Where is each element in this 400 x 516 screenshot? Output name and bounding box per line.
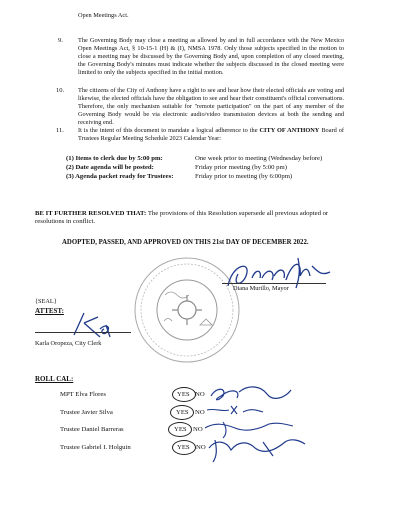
mayor-name: Diana Murillo, Mayor — [233, 285, 289, 292]
vote-no-2: NO — [195, 409, 205, 416]
schedule-label-3: (3) Agenda packet ready for Trustees: — [66, 173, 174, 180]
vote-no-4: NO — [196, 444, 206, 451]
schedule-label-2: (2) Date agenda will be posted: — [66, 164, 154, 171]
roll-member-1: MPT Elva Flores — [60, 391, 106, 398]
resolved-paragraph: BE IT FURTHER RESOLVED THAT: The provisions of this Resolution supersede all previous adopted or resolutions in conflict. — [35, 210, 329, 226]
item-number-10: 10. — [56, 87, 65, 94]
schedule-value-3: Friday prior to meeting (by 6:00pm) — [195, 173, 293, 180]
vote-no-1: NO — [195, 391, 205, 398]
vote-yes-2: YES — [176, 409, 189, 416]
roll-member-4: Trustee Gabriel I. Holguin — [60, 444, 131, 451]
clerk-name: Karla Oropeza, City Clerk — [35, 340, 102, 347]
item-number-11: 11. — [56, 127, 64, 134]
item-text-9: The Governing Body may close a meeting as allowed by and in full accordance with the New Mexico Open Meetings Act, § 10-15-1 (H) & (I), NMSA 1978. Only those subjects specified in the motion to close a meeting may be discussed by the Governing Body and, upon completion of any closed meeting, the Governing Body's minutes must indicate whether the subjects discussed in the closed meeting were limited to only the subjects specified in the initial motion. — [78, 37, 344, 77]
schedule-label-1: (1) Items to clerk due by 5:00 pm: — [66, 155, 163, 162]
top-line: Open Meetings Act. — [78, 12, 129, 19]
item-text-10: The citizens of the City of Anthony have a right to see and hear how their elected officials are voting and likewise, the elected officials have the obligation to see and hear their constituent's official conversations. Therefore, the only mechanism suitable for "remote participation" on the part of any member of the Governing Body would be via electronic audio/video transmission devices at both the sending and receiving end. — [78, 87, 344, 127]
seal-label: {SEAL} — [35, 298, 57, 305]
vote-yes-3: YES — [174, 426, 187, 433]
schedule-value-2: Friday prior meeting (by 5:00 pm) — [195, 164, 287, 171]
trustee-signatures — [203, 378, 321, 468]
roll-member-2: Trustee Javier Silva — [60, 409, 113, 416]
clerk-signature — [70, 307, 114, 343]
vote-yes-1: YES — [177, 391, 190, 398]
item-number-9: 9. — [58, 37, 63, 44]
clerk-signature-line — [35, 332, 131, 333]
vote-yes-4: YES — [177, 444, 190, 451]
adopted-line: ADOPTED, PASSED, AND APPROVED ON THIS 21st DAY OF DECEMBER 2022. — [62, 239, 309, 246]
mayor-signature-line — [222, 283, 326, 284]
vote-no-3: NO — [193, 426, 203, 433]
item-text-11: It is the intent of this document to mandate a logical adherence to the CITY OF ANTHONY Board of Trustees Regular Meeting Schedule 2023 Calendar Year: — [78, 127, 344, 143]
roll-call-title: ROLL CAL: — [35, 375, 74, 383]
schedule-value-1: One week prior to meeting (Wednesday before) — [195, 155, 323, 162]
attest-label: ATTEST: — [35, 307, 64, 315]
roll-member-3: Trustee Daniel Barreras — [60, 426, 124, 433]
